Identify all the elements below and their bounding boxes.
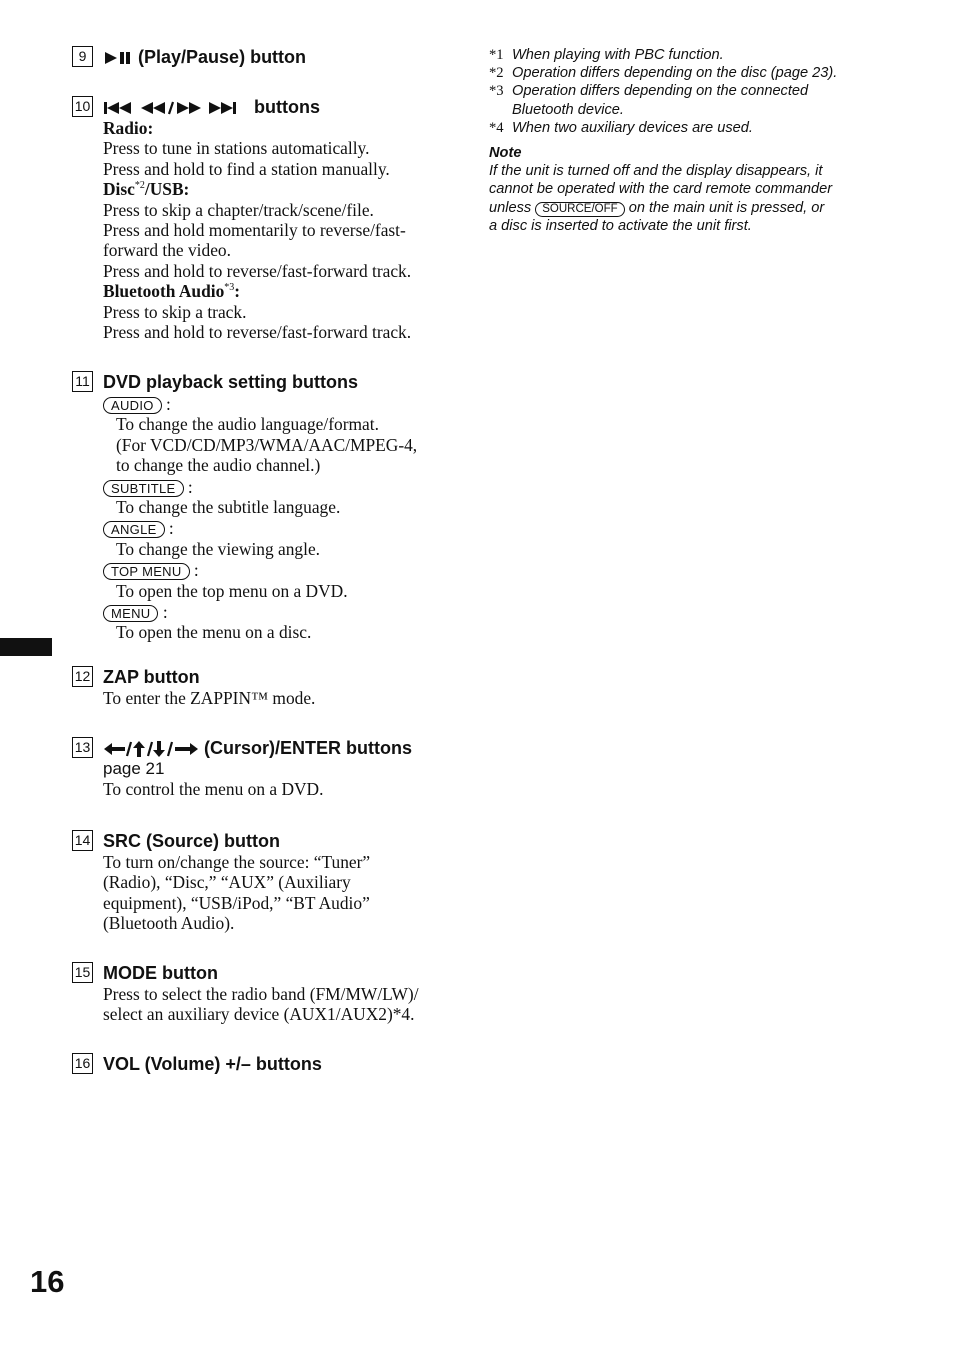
text-line: forward the video. bbox=[103, 240, 231, 261]
cursor-arrows-icon bbox=[103, 740, 199, 758]
play-pause-icon bbox=[103, 51, 133, 65]
text-line: Press to select the radio band (FM/MW/LW)/ bbox=[103, 984, 419, 1004]
item-number: 11 bbox=[72, 371, 93, 392]
item-title-text: (Cursor)/ENTER buttons bbox=[204, 738, 412, 758]
footnote-ref: *2 bbox=[134, 180, 145, 192]
item-16 bbox=[72, 1053, 462, 1075]
text-line: To enter the ZAPPIN™ mode. bbox=[103, 688, 316, 708]
item-number: 14 bbox=[72, 830, 93, 851]
item-title: SRC (Source) button bbox=[103, 831, 280, 851]
label-text: /USB: bbox=[144, 179, 190, 200]
note-title: Note bbox=[489, 145, 522, 162]
footnote-text: Operation differs depending on the disc (page 23). bbox=[512, 65, 838, 82]
footnote-mark: *2 bbox=[489, 65, 504, 82]
text-line: select an auxiliary device (AUX1/AUX2)*4. bbox=[103, 1004, 415, 1025]
button-row-angle: ANGLE : bbox=[103, 518, 462, 538]
text-line: equipment), “USB/iPod,” “BT Audio” bbox=[103, 892, 370, 913]
item-10 bbox=[72, 96, 462, 342]
prev-rewind-ff-next-icons bbox=[103, 101, 249, 115]
item-title: MODE button bbox=[103, 963, 218, 983]
item-13 bbox=[72, 737, 462, 800]
footnote-text: When playing with PBC function. bbox=[512, 47, 724, 63]
section-label-radio: Radio: bbox=[103, 118, 154, 138]
item-title bbox=[103, 737, 462, 759]
item-11 bbox=[72, 371, 462, 643]
page-number: 16 bbox=[30, 1264, 65, 1299]
text-line: (Radio), “Disc,” “AUX” (Auxiliary bbox=[103, 872, 351, 893]
footnote-mark: *1 bbox=[489, 47, 504, 63]
item-body bbox=[103, 688, 462, 708]
text-line: Press to tune in stations automatically. bbox=[103, 138, 370, 159]
text-line: (For VCD/CD/MP3/WMA/AAC/MPEG-4, bbox=[116, 434, 418, 455]
label-text: Disc bbox=[103, 179, 135, 200]
footnote-mark: *4 bbox=[489, 119, 504, 136]
item-body bbox=[103, 984, 462, 1025]
text-line: To turn on/change the source: “Tuner” bbox=[103, 852, 371, 872]
footnote-text: When two auxiliary devices are used. bbox=[512, 119, 753, 136]
label-text: Bluetooth Audio bbox=[103, 281, 225, 302]
text-line: Press to skip a track. bbox=[103, 301, 247, 322]
text-line: To change the viewing angle. bbox=[116, 538, 321, 559]
item-body bbox=[103, 394, 462, 643]
button-row-top-menu: TOP MENU : bbox=[103, 560, 462, 580]
footnote-text: Operation differs depending on the connected bbox=[512, 83, 809, 100]
text-line: To change the subtitle language. bbox=[116, 497, 341, 518]
angle-button-label: ANGLE bbox=[103, 521, 165, 538]
text-line: Press and hold to find a station manually. bbox=[103, 158, 390, 179]
item-15 bbox=[72, 962, 462, 1025]
note-line: cannot be operated with the card remote commander bbox=[489, 181, 833, 198]
button-row-subtitle: SUBTITLE : bbox=[103, 477, 462, 497]
item-number: 9 bbox=[72, 46, 93, 67]
item-title: ZAP button bbox=[103, 667, 200, 687]
item-number: 10 bbox=[72, 96, 93, 117]
text-line: Press and hold momentarily to reverse/fast- bbox=[103, 220, 406, 241]
note-line: on the main unit is pressed, or bbox=[628, 199, 825, 216]
text-line: to change the audio channel.) bbox=[116, 455, 321, 476]
item-body bbox=[103, 759, 462, 800]
audio-button-label: AUDIO bbox=[103, 397, 162, 414]
subtitle-button-label: SUBTITLE bbox=[103, 480, 184, 497]
item-title bbox=[103, 96, 462, 118]
footnote-ref: *3 bbox=[224, 282, 235, 294]
item-number: 12 bbox=[72, 666, 93, 687]
footnote-text: Bluetooth device. bbox=[512, 101, 624, 118]
section-label-disc-usb bbox=[103, 179, 462, 199]
top-menu-button-label: TOP MENU bbox=[103, 563, 190, 580]
label-text: : bbox=[234, 281, 241, 302]
item-12 bbox=[72, 666, 462, 708]
item-title bbox=[103, 46, 462, 68]
page-reference: page 21 bbox=[103, 759, 165, 778]
section-label-bluetooth-audio bbox=[103, 281, 462, 301]
item-number: 15 bbox=[72, 962, 93, 983]
item-title: DVD playback setting buttons bbox=[103, 372, 359, 392]
source-off-button-label: SOURCE/OFF bbox=[535, 202, 624, 217]
text-line: To control the menu on a DVD. bbox=[103, 779, 324, 800]
text-line: To change the audio language/format. bbox=[116, 414, 379, 435]
text-line: Press to skip a chapter/track/scene/file. bbox=[103, 199, 374, 220]
button-row-audio: AUDIO : bbox=[103, 394, 462, 414]
item-title-text: buttons bbox=[254, 97, 320, 117]
item-body bbox=[103, 852, 462, 934]
text-line: Press and hold to reverse/fast-forward track. bbox=[103, 322, 412, 343]
footnote-4 bbox=[489, 119, 889, 137]
item-title-text: (Play/Pause) button bbox=[138, 47, 307, 67]
footnote-3 bbox=[489, 82, 889, 118]
section-tab-marker bbox=[0, 638, 52, 656]
item-number: 16 bbox=[72, 1053, 93, 1074]
item-14 bbox=[72, 830, 462, 934]
text-line: (Bluetooth Audio). bbox=[103, 913, 235, 934]
footnotes-column bbox=[489, 46, 889, 235]
footnote-2 bbox=[489, 64, 889, 82]
note-line: If the unit is turned off and the display disappears, it bbox=[489, 163, 823, 180]
text-line: To open the menu on a disc. bbox=[116, 622, 312, 643]
button-row-menu: MENU : bbox=[103, 602, 462, 622]
menu-button-label: MENU bbox=[103, 605, 158, 622]
footnote-1 bbox=[489, 46, 889, 64]
footnote-mark: *3 bbox=[489, 83, 504, 100]
note-line: unless bbox=[489, 199, 532, 216]
text-line: Press and hold to reverse/fast-forward track. bbox=[103, 260, 412, 281]
note-line: a disc is inserted to activate the unit first. bbox=[489, 217, 752, 234]
note-body bbox=[489, 162, 889, 235]
item-9 bbox=[72, 46, 462, 68]
item-title: VOL (Volume) +/– buttons bbox=[103, 1054, 322, 1074]
item-body bbox=[103, 118, 462, 342]
item-number: 13 bbox=[72, 737, 93, 758]
text-line: To open the top menu on a DVD. bbox=[116, 580, 348, 601]
